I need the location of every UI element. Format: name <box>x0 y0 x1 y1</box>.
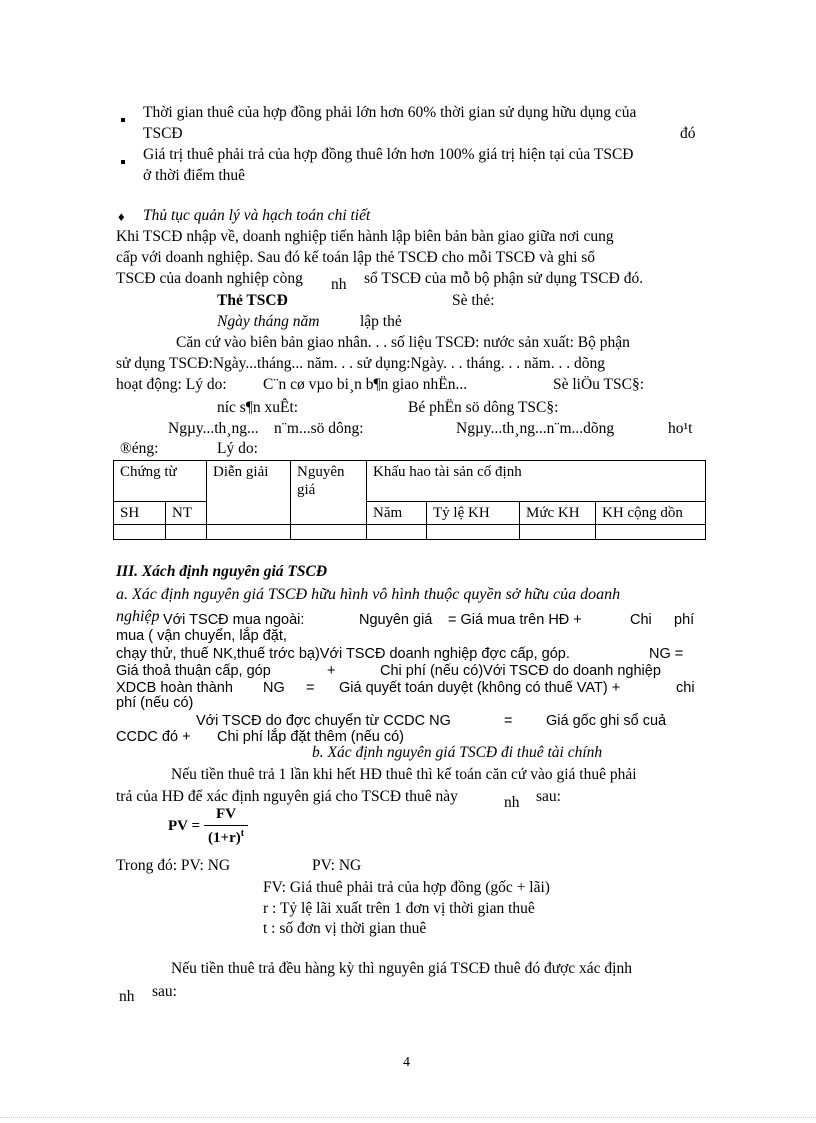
formula-lhs: PV = <box>168 818 201 834</box>
paragraph-line: Chi phí (nếu có)Với TSCĐ do doanh nghiệp <box>380 663 661 679</box>
nh-fragment: nh <box>504 794 520 811</box>
paragraph-line: sau: <box>152 983 177 1000</box>
fixed-asset-card-table <box>113 460 706 540</box>
header-nt: NT <box>166 502 207 525</box>
header-sh: SH <box>114 502 166 525</box>
paragraph-line: Căn cứ vào biên bản giao nhân. . . số liệu TSCĐ: nước sản xuất: Bộ phận <box>176 334 630 351</box>
bullet-marker <box>121 160 125 164</box>
present-value-formula <box>168 806 248 847</box>
garbled-text: Bé phËn sö dông TSC§: <box>408 399 559 416</box>
garbled-text: Ngµy...th¸ng... <box>168 420 259 437</box>
header-nam: Năm <box>367 502 427 525</box>
paragraph-line: Nếu tiền thuê trả 1 lần khi hết HĐ thuê thì kế toán căn cứ vào giá thuê phải <box>171 766 637 783</box>
formula-exponent: t <box>240 828 245 839</box>
subsection-b-heading: b. Xác định nguyên giá TSCĐ đi thuê tài chính <box>312 744 603 761</box>
procedure-heading: Thủ tục quản lý và hạch toán chi tiết <box>143 207 371 224</box>
bullet-1-line-2-right: đó <box>680 125 696 142</box>
paragraph-line: trả của HĐ để xác định nguyên giá cho TSCĐ thuê này <box>116 788 458 805</box>
diamond-bullet-icon: ♦ <box>118 209 125 224</box>
table-row <box>114 525 706 540</box>
paragraph-line: hoạt động: Lý do: <box>116 376 227 393</box>
garbled-text: Ngµy...th¸ng...n¨m...dõng <box>456 420 615 437</box>
where-fv: FV: Giá thuê phải trả của hợp đồng (gốc + lãi) <box>263 879 550 896</box>
paragraph-line: phí (nếu có) <box>116 695 194 711</box>
subsection-a-heading-cont: nghiệp <box>116 608 160 625</box>
header-kh-cong-don: KH cộng dồn <box>596 502 706 525</box>
paragraph-line: Giá gốc ghi sổ cuả <box>546 713 667 729</box>
paragraph-line: Giá quyết toán duyệt (không có thuế VAT) + <box>339 680 621 696</box>
paragraph-line: Nguyên giá <box>359 612 433 628</box>
paragraph-line: cấp với doanh nghiệp. Sau đó kế toán lập thẻ TSCĐ cho mỗi TSCĐ và ghi sổ <box>116 249 596 266</box>
header-nguyen-gia: Nguyên giá <box>291 461 367 525</box>
paragraph-line: Với TSCĐ mua ngoài: <box>163 612 305 628</box>
garbled-text: n¨m...sö dông: <box>274 420 364 437</box>
bullet-2-line-1: Giá trị thuê phải trả của hợp đồng thuê lớn hơn 100% giá trị hiện tại của TSCĐ <box>143 146 634 163</box>
subsection-a-heading: a. Xác định nguyên giá TSCĐ hữu hình vô hình thuộc quyền sở hữu của doanh <box>116 586 621 603</box>
card-date-suffix: lập thẻ <box>360 313 402 330</box>
paragraph-line: Chi <box>630 612 652 628</box>
paragraph-line: Chi phí lắp đặt thêm (nếu có) <box>217 729 404 745</box>
bullet-1-line-1: Thời gian thuê của hợp đồng phải lớn hơn 60% thời gian sử dụng hữu dụng của <box>143 104 637 121</box>
where-t: t : số đơn vị thời gian thuê <box>263 920 427 937</box>
paragraph-line: sau: <box>536 788 561 805</box>
paragraph-line: sổ TSCĐ của mỗ bộ phận sử dụng TSCĐ đó. <box>364 270 644 287</box>
paragraph-line: XDCB hoàn thành <box>116 680 233 696</box>
garbled-text: ®éng: <box>120 440 159 457</box>
paragraph-line: Khi TSCĐ nhập về, doanh nghiệp tiến hành lập biên bản bàn giao giữa nơi cung <box>116 228 614 245</box>
nh-fragment: nh <box>331 276 347 293</box>
card-date-label: Ngày tháng năm <box>217 313 320 330</box>
where-r: r : Tỷ lệ lãi xuất trên 1 đơn vị thời gian thuê <box>263 900 535 917</box>
paragraph-line: + <box>327 663 336 679</box>
header-ty-le-kh: Tỷ lệ KH <box>427 502 520 525</box>
paragraph-line: NG = <box>649 646 684 662</box>
paragraph-line: = <box>504 713 513 729</box>
garbled-text: ho¹t <box>668 420 693 437</box>
paragraph-line: NG <box>263 680 285 696</box>
paragraph-line: chi <box>676 680 695 696</box>
page-divider <box>0 1117 816 1118</box>
section-3-heading: III. Xách định nguyên giá TSCĐ <box>116 563 328 580</box>
garbled-text: C¨n cø vµo bi¸n b¶n giao nhËn... <box>263 376 468 393</box>
where-pv: PV: NG <box>312 857 362 874</box>
card-title: Thẻ TSCĐ <box>217 292 288 309</box>
page-number: 4 <box>403 1055 410 1070</box>
garbled-text: Sè liÖu TSC§: <box>553 376 645 393</box>
paragraph-line: Giá thoả thuận cấp, góp <box>116 663 271 679</box>
paragraph-line: = <box>306 680 315 696</box>
garbled-text: Lý do: <box>217 440 258 457</box>
paragraph-line: sử dụng TSCĐ:Ngày...tháng... năm. . . sử dụng:Ngày. . . tháng. . . năm. . . dõng <box>116 355 605 372</box>
paragraph-line: CCDC đó + <box>116 729 191 745</box>
bullet-2-line-2: ở thời điểm thuê <box>143 167 246 184</box>
paragraph-line: Nếu tiền thuê trả đều hàng kỳ thì nguyên giá TSCĐ thuê đó được xác định <box>171 960 632 977</box>
header-dien-giai: Diễn giải <box>207 461 291 525</box>
paragraph-line: chạy thử, thuế NK,thuế trớc bạ)Với TSCĐ doanh nghiệp đợc cấp, góp. <box>116 646 570 662</box>
paragraph-line: mua ( vận chuyển, lắp đặt, <box>116 628 287 644</box>
paragraph-line: TSCĐ của doanh nghiệp còng <box>116 270 303 287</box>
nh-fragment: nh <box>119 988 135 1005</box>
header-chung-tu: Chứng từ <box>114 461 207 502</box>
paragraph-line: = Giá mua trên HĐ + <box>448 612 582 628</box>
bullet-marker <box>121 118 125 122</box>
bullet-1-line-2-left: TSCĐ <box>143 125 183 142</box>
paragraph-line: Với TSCĐ do đợc chuyển từ CCDC NG <box>196 713 451 729</box>
where-label: Trong đó: PV: NG <box>116 857 231 874</box>
card-number-label: Sè thẻ: <box>452 292 495 309</box>
paragraph-line: phí <box>674 612 695 628</box>
header-khau-hao: Khấu hao tài sản cố định <box>367 461 706 502</box>
header-muc-kh: Mức KH <box>520 502 596 525</box>
formula-numerator: FV <box>216 806 237 822</box>
garbled-text: níc s¶n xuÊt: <box>217 399 299 416</box>
formula-denominator <box>204 825 248 847</box>
formula-denominator-base: (1+r) <box>208 830 241 846</box>
